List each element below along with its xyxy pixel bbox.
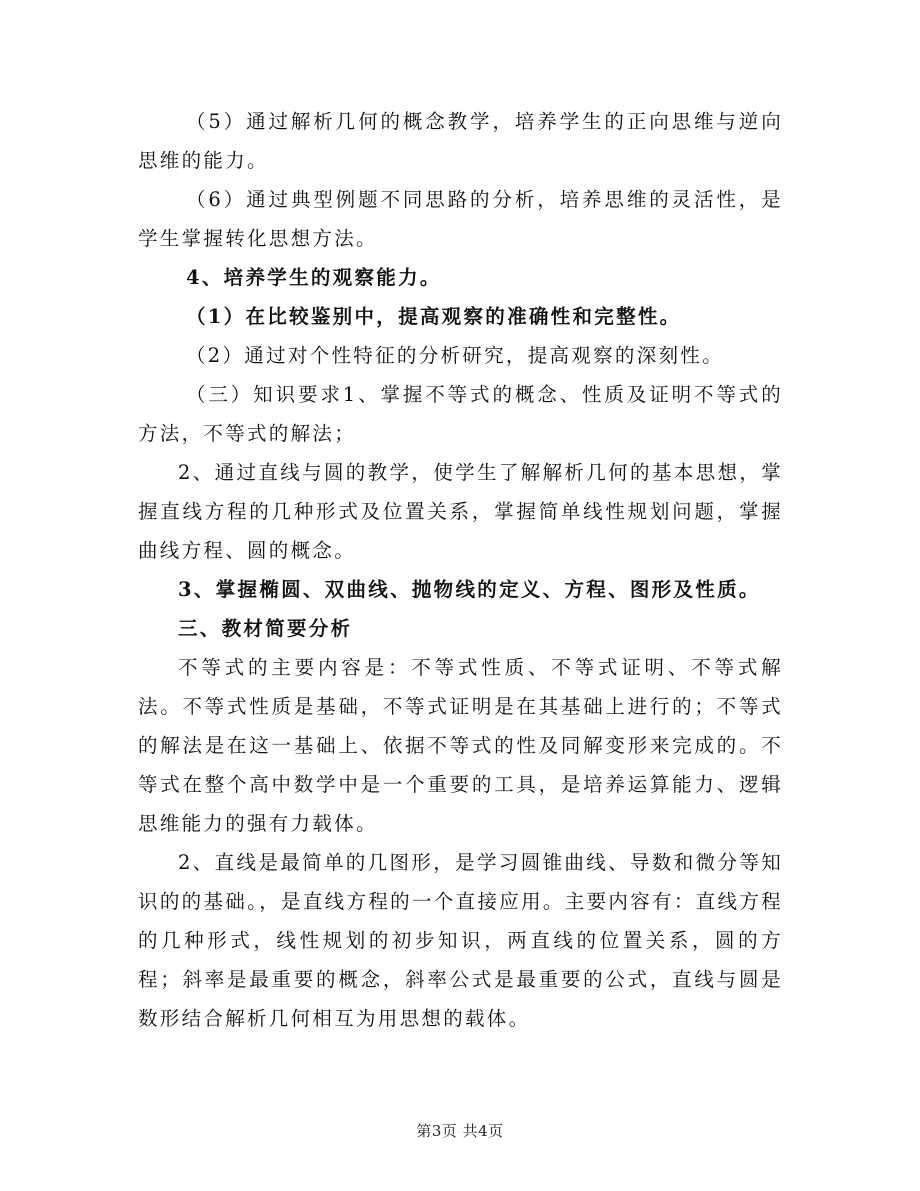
paragraph-observation-1: （1）在比较鉴别中，提高观察的准确性和完整性。 <box>186 305 682 328</box>
page-number-footer: 第3页 共4页 <box>416 1122 504 1140</box>
paragraph-objective-6: （6）通过典型例题不同思路的分析，培养思维的灵活性，是学生掌握转化思想方法。 <box>138 188 783 250</box>
paragraph-knowledge-requirements: （三）知识要求1、掌握不等式的概念、性质及证明不等式的方法，不等式的解法； <box>138 383 783 445</box>
paragraph-line-analysis: 2、直线是最简单的几图形，是学习圆锥曲线、导数和微分等知识的的基础。，是直线方程的一个直接应用。主要内容有：直线方程的几种形式，线性规划的初步知识，两直线的位置关系，圆的方程；斜率是最重要的概念，斜率公式是最重要的公式，直线与圆是数形结合解析几何相互为用思想的载体。 <box>138 851 783 1030</box>
paragraph-knowledge-2: 2、通过直线与圆的教学，使学生了解解析几何的基本思想，掌握直线方程的几种形式及位置关系，掌握简单线性规划问题，掌握曲线方程、圆的概念。 <box>138 461 783 562</box>
paragraph-inequality-analysis: 不等式的主要内容是：不等式性质、不等式证明、不等式解法。不等式性质是基础，不等式证明是在其基础上进行的；不等式的解法是在这一基础上、依据不等式的性及同解变形来完成的。不等式在整个高中数学中是一个重要的工具，是培养运算能力、逻辑思维能力的强有力载体。 <box>138 656 783 835</box>
heading-observation-ability: 4、培养学生的观察能力。 <box>186 266 442 289</box>
paragraph-knowledge-3: 3、掌握椭圆、双曲线、抛物线的定义、方程、图形及性质。 <box>178 578 761 601</box>
paragraph-observation-2: （2）通过对个性特征的分析研究，提高观察的深刻性。 <box>186 344 724 367</box>
paragraph-objective-5: （5）通过解析几何的概念教学，培养学生的正向思维与逆向思维的能力。 <box>138 110 783 172</box>
document-body <box>138 102 783 1038</box>
heading-textbook-analysis: 三、教材简要分析 <box>178 617 353 640</box>
